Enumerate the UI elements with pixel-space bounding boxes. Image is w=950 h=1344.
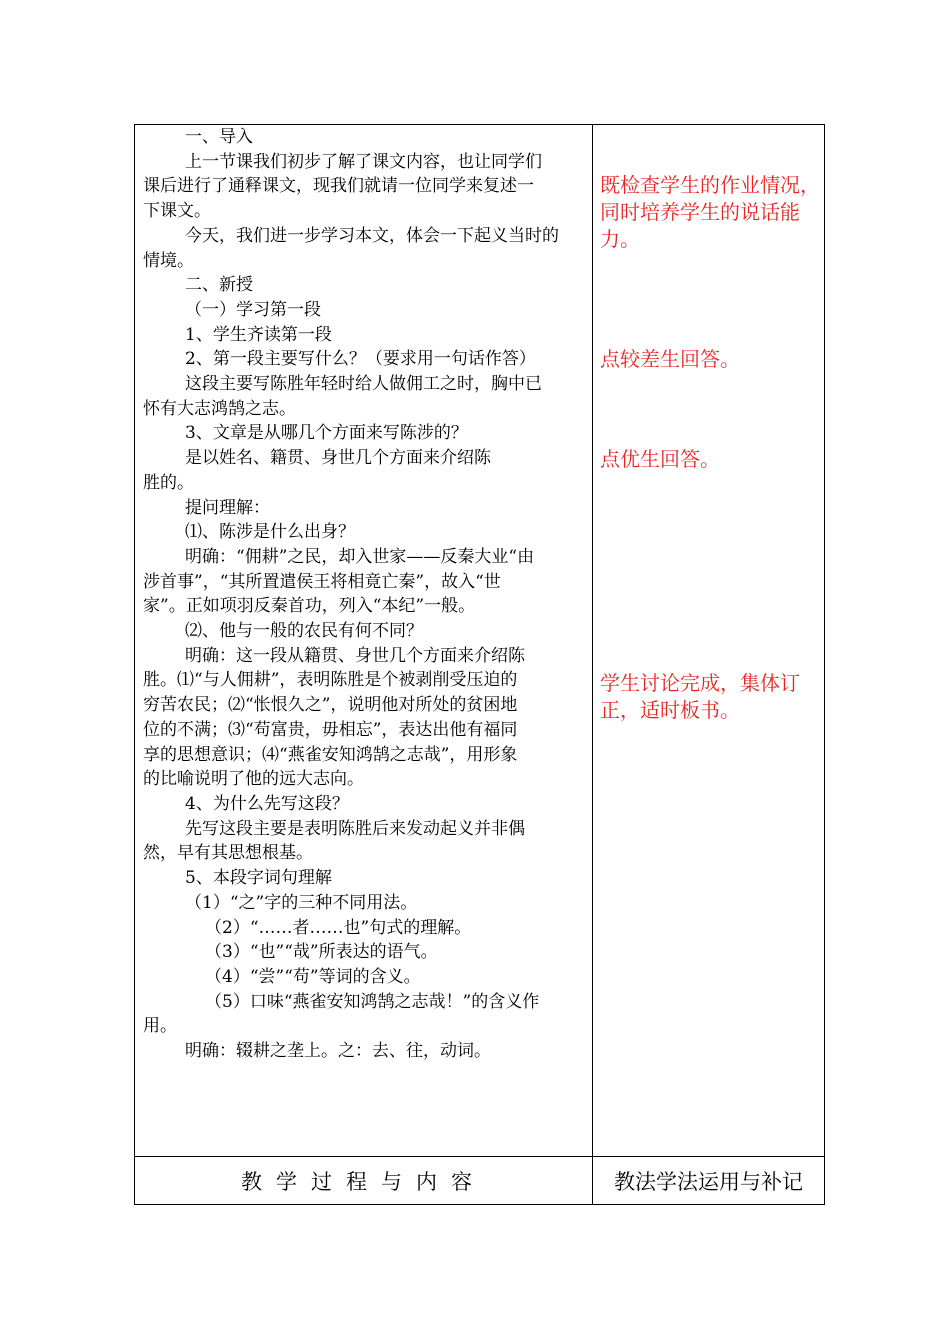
content-line: 家”。正如项羽反秦首功，列入“本纪”一般。	[143, 596, 476, 617]
content-line: 这段主要写陈胜年轻时给人做佣工之时，胸中已	[185, 374, 542, 395]
content-line: 提问理解：	[185, 497, 270, 518]
content-line: 涉首事”，“其所置遣侯王将相竟亡秦”，故入“世	[143, 571, 501, 592]
content-line: 位的不满；⑶“苟富贵，毋相忘”，表达出他有福同	[143, 719, 518, 740]
content-line: 今天，我们进一步学习本文，体会一下起义当时的	[185, 225, 559, 246]
content-line: 然，早有其思想根基。	[143, 843, 313, 864]
content-line: 先写这段主要是表明陈胜后来发动起义并非偶	[185, 818, 525, 839]
note-group-discussion: 学生讨论完成，集体订正，适时板书。	[600, 671, 800, 722]
content-line: （4）“尝”“苟”等词的含义。	[205, 966, 421, 987]
column-divider	[592, 125, 593, 1204]
content-line: 3、文章是从哪几个方面来写陈涉的？	[185, 423, 468, 444]
content-line: 胜。⑴“与人佣耕”，表明陈胜是个被剥削受压迫的	[143, 670, 518, 691]
content-line: （3）“也”“哉”所表达的语气。	[205, 942, 438, 963]
content-line: 明确：这一段从籍贯、身世几个方面来介绍陈	[185, 645, 525, 666]
content-line: 享的思想意识；⑷“燕雀安知鸿鹄之志哉”，用形象	[143, 744, 518, 765]
content-line: 怀有大志鸿鹄之志。	[143, 398, 296, 419]
content-line: 的比喻说明了他的远大志向。	[143, 769, 364, 790]
content-line: 下课文。	[143, 201, 211, 222]
content-line: （2）“……者……也”句式的理解。	[205, 917, 472, 938]
content-line: 胜的。	[143, 472, 194, 493]
lesson-plan-table	[134, 124, 825, 1205]
content-line: 上一节课我们初步了解了课文内容，也让同学们	[185, 151, 542, 172]
content-line: （一）学习第一段	[185, 299, 321, 320]
footer-teaching-process: 教学过程与内容	[241, 1170, 486, 1194]
content-line: 5、本段字词句理解	[185, 868, 332, 889]
note-weak-students: 点较差生回答。	[600, 347, 740, 371]
content-line: 一、导入	[185, 127, 253, 147]
note-homework-check: 既检查学生的作业情况，同时培养学生的说话能力。	[600, 173, 820, 251]
content-line: 是以姓名、籍贯、身世几个方面来介绍陈	[185, 448, 491, 469]
teaching-content	[143, 125, 585, 1064]
content-line: 穷苦农民；⑵“怅恨久之”，说明他对所处的贫困地	[143, 695, 518, 716]
content-line: 用。	[143, 1016, 177, 1037]
content-line: ⑵、他与一般的农民有何不同？	[185, 621, 423, 642]
content-line: 情境。	[143, 250, 194, 271]
content-line: （1）“之”字的三种不同用法。	[185, 892, 418, 913]
content-line: 2、第一段主要写什么？（要求用一句话作答）	[185, 349, 536, 370]
footer-methods: 教法学法运用与补记	[614, 1170, 803, 1194]
content-line: 明确：“佣耕”之民，却入世家——反秦大业“由	[185, 546, 535, 567]
content-line: 二、新授	[185, 275, 253, 296]
content-line: （5）口味“燕雀安知鸿鹄之志哉！”的含义作	[205, 991, 540, 1012]
content-line: ⑴、陈涉是什么出身？	[185, 522, 355, 543]
content-line: 课后进行了通释课文，现我们就请一位同学来复述一	[143, 176, 534, 197]
note-strong-students: 点优生回答。	[600, 447, 720, 471]
content-line: 4、为什么先写这段？	[185, 793, 349, 814]
content-line: 明确：辍耕之垄上。之：去、往，动词。	[185, 1041, 491, 1062]
content-line: 1、学生齐读第一段	[185, 324, 332, 345]
